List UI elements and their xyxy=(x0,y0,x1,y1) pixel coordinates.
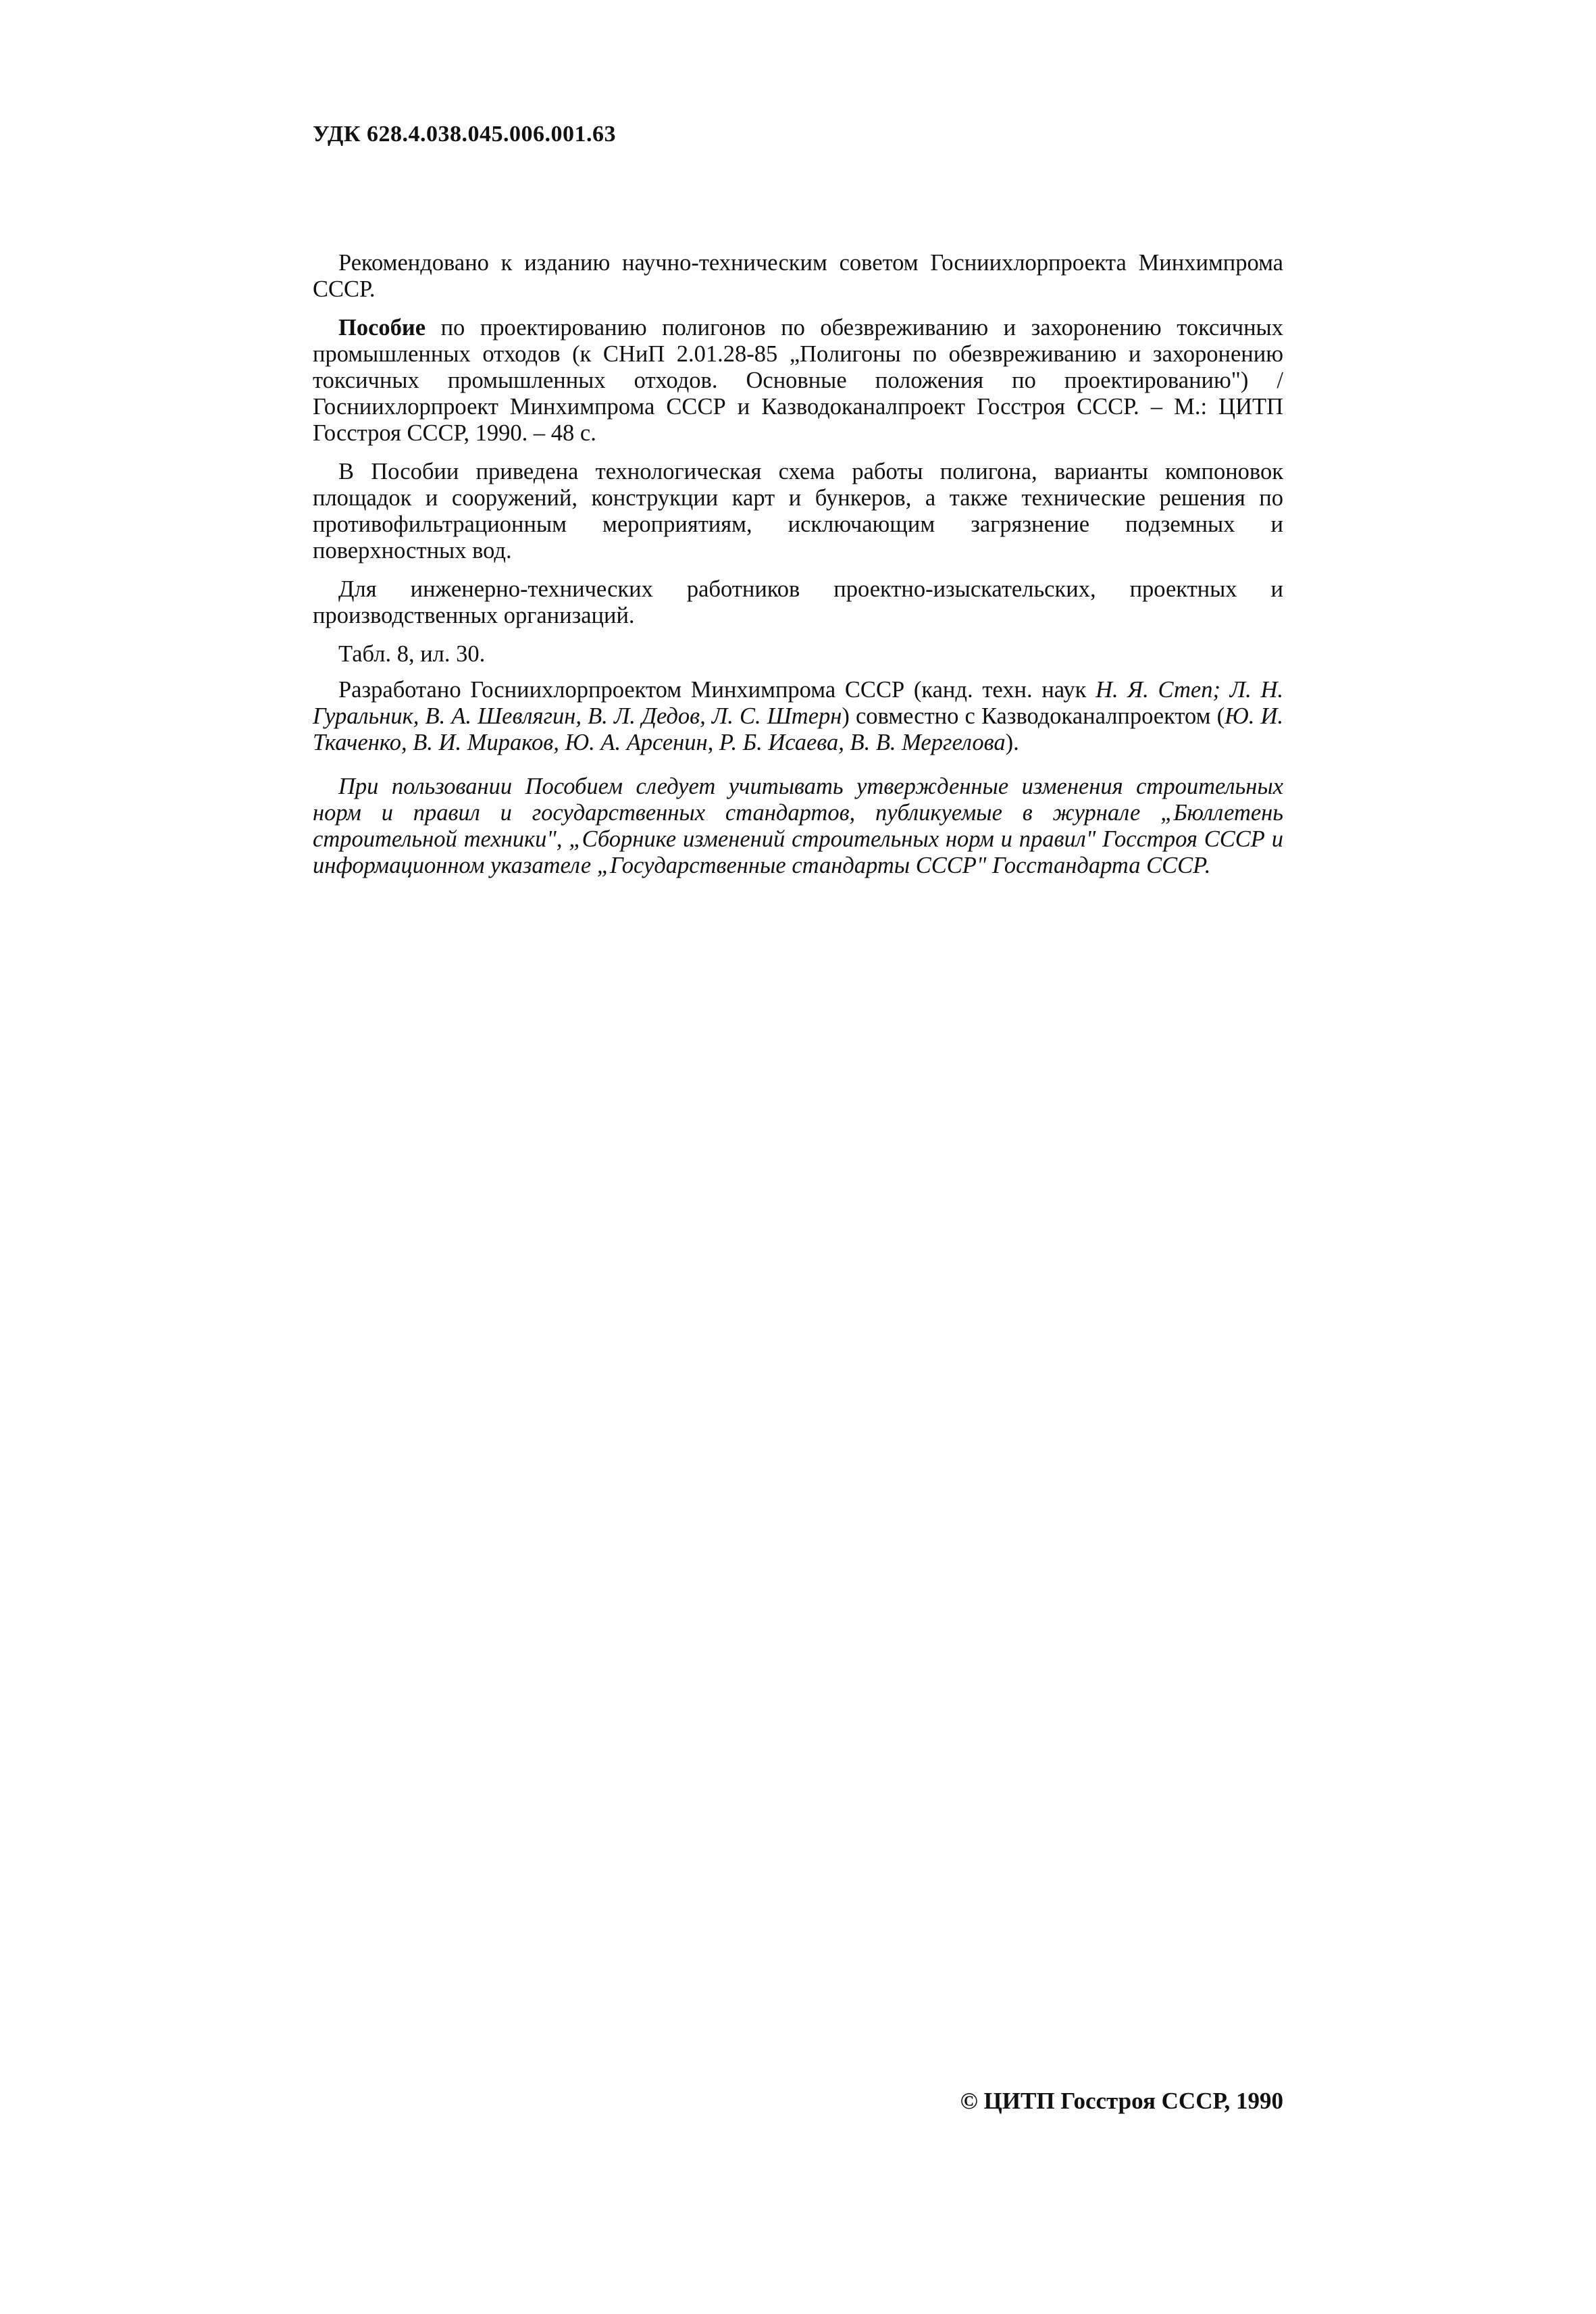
udk-code: УДК 628.4.038.045.006.001.63 xyxy=(313,122,617,147)
usage-note xyxy=(313,774,1283,879)
developers-authors-1: Н. Я. Степ; Л. Н. Гуральник, В. А. Шевлягин, В. Л. Дедов, Л. С. Штерн xyxy=(313,677,1283,729)
audience-paragraph: Для инженерно-технических работников проектно-изыскательских, проектных и производственных организаций. xyxy=(313,576,1283,628)
summary-paragraph: В Пособии приведена технологическая схема работы полигона, варианты компоновок площадок и сооружений, конструкции карт и бункеров, а также технические решения по противофильтрационным мероприятиям, исключающим загрязнение подземных и поверхностных вод. xyxy=(313,459,1283,563)
developers-paragraph xyxy=(313,677,1283,756)
developers-mid: ) совместно с Казводоканалпроектом ( xyxy=(842,703,1225,729)
developers-intro: Разработано Госниихлорпроектом Минхимпрома СССР (канд. техн. наук xyxy=(338,677,1096,703)
bibliographic-paragraph xyxy=(313,315,1283,447)
copyright-line: © ЦИТП Госстроя СССР, 1990 xyxy=(960,2088,1283,2114)
recommendation-paragraph: Рекомендовано к изданию научно-техническим советом Госниихлорпроекта Минхимпрома СССР. xyxy=(313,250,1283,302)
bibliographic-description: по проектированию полигонов по обезвреживанию и захоронению токсичных промышленных отходов (к СНиП 2.01.28-85 „Полигоны по обезвреживанию и захоронению токсичных промышленных отходов. Основные положения по проектированию") /Госниихлорпроект Минхимпрома СССР и Казводоканалпроект Госстроя СССР. – М.: ЦИТП Госстроя СССР, 1990. – 48 с. xyxy=(313,315,1283,446)
tables-count: Табл. 8, ил. 30. xyxy=(338,641,486,667)
developers-end: ). xyxy=(1005,730,1019,755)
usage-note-text: При пользовании Пособием следует учитывать утвержденные изменения строительных норм и правил и государственных стандартов, публикуемые в журнале „Бюллетень строительной техники", „Сборнике изменений строительных норм и правил" Госстроя СССР и информационном указателе „Государственные стандарты СССР" Госстандарта СССР. xyxy=(313,774,1283,878)
developers-authors-2: Ю. И. Ткаченко, В. И. Мираков, Ю. А. Арсенин, Р. Б. Исаева, В. В. Мергелова xyxy=(313,703,1284,755)
annotation-block xyxy=(313,250,1283,768)
book-title-word: Пособие xyxy=(338,315,426,341)
